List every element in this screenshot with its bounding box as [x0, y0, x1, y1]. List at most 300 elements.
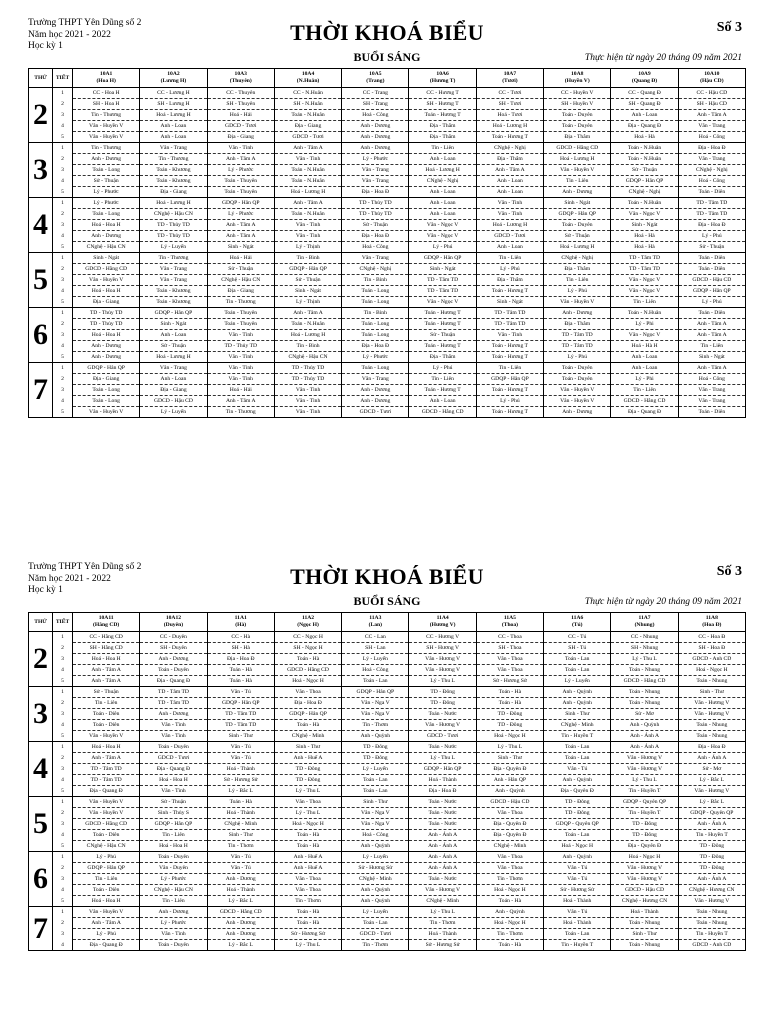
schedule-cell: TD - Tâm TD — [544, 341, 611, 352]
schedule-cell: Sinh - Ngát — [207, 242, 274, 253]
period-number: 4 — [53, 830, 73, 841]
table-row — [29, 841, 746, 852]
schedule-cell: Toán - N.Huân — [611, 143, 678, 154]
schedule-cell: Hoá - Công — [342, 665, 409, 676]
schedule-cell: Toán - Lan — [544, 665, 611, 676]
schedule-cell: Sinh - Ngát — [678, 352, 745, 363]
schedule-cell: CNghệ - Hậu CN — [73, 841, 140, 852]
schedule-cell: GDCD - Hằng CD — [409, 407, 476, 418]
schedule-cell: Hoá - Hoa H — [73, 896, 140, 907]
schedule-cell: CC - Hoa Đ — [678, 632, 745, 643]
schedule-cell: Sử - Thuận — [342, 220, 409, 231]
period-number: 5 — [53, 297, 73, 308]
table-row — [29, 99, 746, 110]
schedule-cell: Lý - Thu L — [274, 786, 341, 797]
period-number: 2 — [53, 643, 73, 654]
class-name: 10A5 — [369, 71, 382, 77]
schedule-cell: Sinh - Ngát — [476, 297, 543, 308]
period-number: 5 — [53, 352, 73, 363]
schedule-cell: Hoá - Ngọc H — [476, 918, 543, 929]
schedule-cell: Hoá - Lương H — [274, 187, 341, 198]
schedule-cell: CNghệ - Hậu CN — [73, 242, 140, 253]
schedule-cell: Anh - Loan — [140, 132, 207, 143]
schedule-cell: Văn - Huyền V — [73, 731, 140, 742]
schedule-cell: Toán - Hà — [274, 720, 341, 731]
schedule-cell: Lý - Thu L — [274, 940, 341, 951]
schedule-cell: Lý - Phi — [611, 319, 678, 330]
schedule-cell: Toán - Diên — [678, 187, 745, 198]
schedule-cell: Anh - Loan — [611, 110, 678, 121]
schedule-cell: Anh - Dương — [544, 407, 611, 418]
period-number: 3 — [53, 275, 73, 286]
schedule-cell: Toán - Long — [73, 396, 140, 407]
schedule-cell: Anh - Dương — [342, 143, 409, 154]
schedule-cell: Toán - Nhung — [678, 731, 745, 742]
schedule-cell: Sinh - Thư — [476, 753, 543, 764]
table-row — [29, 209, 746, 220]
schedule-cell: Hoá - Hoa H — [73, 654, 140, 665]
schedule-cell: Hoá - Ngọc H — [544, 841, 611, 852]
table-row — [29, 918, 746, 929]
schedule-cell: Toán - N.Huân — [611, 154, 678, 165]
schedule-cell: CNghệ - Hương CN — [678, 885, 745, 896]
schedule-cell: SH - Tú — [544, 643, 611, 654]
period-number: 2 — [53, 863, 73, 874]
schedule-cell: Địa - Thắm — [544, 264, 611, 275]
schedule-cell: Toán - Hương T — [409, 341, 476, 352]
schedule-cell: Anh - Dương — [544, 308, 611, 319]
schedule-cell: Hoá - Thành — [409, 929, 476, 940]
schedule-cell: CNghệ - Hậu CN — [140, 209, 207, 220]
timetable-sheet-1 — [28, 18, 746, 418]
schedule-cell: CC - Duyên — [140, 632, 207, 643]
schedule-cell: Anh - Loan — [409, 198, 476, 209]
period-number: 2 — [53, 319, 73, 330]
schedule-cell: CC - Ngọc H — [274, 632, 341, 643]
class-name: 10A6 — [436, 71, 449, 77]
schedule-cell: TD - Đông — [476, 720, 543, 731]
period-number: 4 — [53, 720, 73, 731]
day-label: 6 — [29, 308, 53, 363]
schedule-cell: Lý - Phước — [73, 187, 140, 198]
table-row — [29, 187, 746, 198]
table-row — [29, 863, 746, 874]
schedule-cell: Tin - Bình — [274, 253, 341, 264]
schedule-cell: Sử - Hương Sử — [544, 885, 611, 896]
schedule-cell: Văn - Hương V — [409, 665, 476, 676]
schedule-cell: Toán - Lan — [342, 918, 409, 929]
homeroom-teacher: (Huyền V) — [564, 78, 590, 84]
schedule-cell: CNghệ - Nghị — [476, 143, 543, 154]
schedule-cell: Toán - Lan — [544, 654, 611, 665]
schedule-cell: Toán - Nước — [409, 742, 476, 753]
schedule-cell: Văn - Tú — [207, 753, 274, 764]
schedule-cell: Lý - Thu L — [611, 654, 678, 665]
homeroom-teacher: (Lương H) — [160, 78, 187, 84]
schedule-cell: Văn - Tình — [207, 143, 274, 154]
schedule-cell: Văn - Hương V — [611, 764, 678, 775]
schedule-cell: Anh - Tâm A — [207, 231, 274, 242]
schedule-cell: Toán - Diên — [678, 407, 745, 418]
schedule-cell: Tin - Thương — [207, 297, 274, 308]
schedule-cell: Văn - Trang — [678, 396, 745, 407]
schedule-cell: Anh - Tâm A — [678, 319, 745, 330]
schedule-cell: TD - Đông — [274, 764, 341, 775]
schedule-cell: Toán - Hương T — [476, 132, 543, 143]
schedule-cell: GDQP - Hân QP — [207, 198, 274, 209]
schedule-cell: SH - Hoa H — [73, 99, 140, 110]
schedule-cell: Toán - Diên — [73, 720, 140, 731]
schedule-cell: TD - Tâm TD — [73, 764, 140, 775]
schedule-cell: Sử - Thuận — [544, 231, 611, 242]
schedule-cell: SH - Hằng CD — [73, 643, 140, 654]
table-row — [29, 654, 746, 665]
period-number: 1 — [53, 143, 73, 154]
schedule-cell: Tin - Thơm — [476, 874, 543, 885]
schedule-cell: Anh - Dương — [140, 709, 207, 720]
schedule-cell: Toán - N.Huân — [274, 110, 341, 121]
day-label: 3 — [29, 687, 53, 742]
schedule-cell: Sinh - Ngát — [73, 253, 140, 264]
class-name: 10A12 — [165, 615, 182, 621]
schedule-cell: Văn - Tú — [207, 687, 274, 698]
homeroom-teacher: (Ngọc H) — [297, 622, 319, 628]
homeroom-teacher: (Hương T) — [429, 78, 456, 84]
schedule-cell: Hoá - Ngọc H — [476, 731, 543, 742]
class-header — [678, 69, 745, 88]
school-name: Trường THPT Yên Dũng số 2 — [28, 18, 142, 28]
schedule-cell: Hoá - Ngọc H — [274, 676, 341, 687]
schedule-cell: Toán - Hà — [207, 665, 274, 676]
period-number: 1 — [53, 308, 73, 319]
table-row — [29, 374, 746, 385]
schedule-cell: Tin - Bình — [274, 341, 341, 352]
schedule-cell: Tin - Bình — [342, 308, 409, 319]
schedule-cell: SH - Huyền V — [544, 99, 611, 110]
table-row — [29, 121, 746, 132]
schedule-cell: GDCD - Hằng CD — [73, 819, 140, 830]
schedule-cell: Hoá - Thành — [544, 918, 611, 929]
schedule-cell: Toán - Lan — [544, 929, 611, 940]
schedule-cell: Văn - Hương V — [678, 786, 745, 797]
schedule-cell: Toán - Nhung — [611, 687, 678, 698]
schedule-cell: Toán - Hà — [207, 797, 274, 808]
period-number: 3 — [53, 819, 73, 830]
schedule-cell: Địa - Quang Đ — [140, 676, 207, 687]
schedule-cell: Toán - Lan — [342, 775, 409, 786]
schedule-cell: TD - Thủy TD — [274, 363, 341, 374]
schedule-cell: Địa - Thắm — [476, 275, 543, 286]
schedule-cell: GDQP - Hân QP — [611, 176, 678, 187]
schedule-cell: Văn - Hương V — [611, 874, 678, 885]
schedule-cell: GDQP - Hân QP — [409, 253, 476, 264]
schedule-cell: CNghệ - Hậu CN — [274, 352, 341, 363]
schedule-cell: Anh - Tâm A — [678, 330, 745, 341]
schedule-cell: Anh - Dương — [207, 918, 274, 929]
schedule-cell: Hoá - Lương H — [274, 330, 341, 341]
schedule-cell: GDQP - Quyên QP — [678, 808, 745, 819]
period-number: 5 — [53, 132, 73, 143]
schedule-cell: Văn - Ngọc V — [611, 330, 678, 341]
schedule-cell: Sử - Thuận — [73, 176, 140, 187]
schedule-cell: Văn - Huyền V — [544, 385, 611, 396]
table-row — [29, 720, 746, 731]
schedule-cell: Hoá - Công — [678, 132, 745, 143]
schedule-cell: CNghệ - Minh — [342, 874, 409, 885]
schedule-cell: Toán - N.Huân — [274, 319, 341, 330]
schedule-cell: Văn - Trang — [678, 121, 745, 132]
schedule-cell: Văn - Ngọc V — [409, 297, 476, 308]
schedule-cell: GDQP - Hân QP — [73, 363, 140, 374]
schedule-cell: CC - Tú — [544, 632, 611, 643]
schedule-cell: Anh - Tâm A — [73, 753, 140, 764]
schedule-cell: Toán - Long — [342, 297, 409, 308]
schedule-cell: Văn - Nga V — [342, 808, 409, 819]
homeroom-teacher: (Thoa) — [501, 622, 519, 628]
period-number: 1 — [53, 88, 73, 99]
table-row — [29, 407, 746, 418]
schedule-cell: Toán - Hà — [476, 896, 543, 907]
day-label: 6 — [29, 852, 53, 907]
schedule-cell: Văn - Tình — [274, 220, 341, 231]
schedule-cell: Lý - Bắc L — [678, 775, 745, 786]
schedule-cell: Toán - Duyên — [140, 940, 207, 951]
schedule-cell: Lý - Thịnh — [274, 297, 341, 308]
schedule-cell: Hoá - Ngọc H — [476, 885, 543, 896]
schedule-cell: Văn - Tú — [207, 863, 274, 874]
schedule-cell: GDCD - Hằng CD — [207, 907, 274, 918]
schedule-cell: Văn - Tình — [140, 720, 207, 731]
schedule-cell: Anh - Dương — [207, 874, 274, 885]
schedule-cell: SH - Hậu CD — [678, 99, 745, 110]
schedule-cell: Văn - Tình — [274, 396, 341, 407]
schedule-cell: Sinh - Ngát — [409, 264, 476, 275]
schedule-cell: Sử - Thuận — [274, 275, 341, 286]
schedule-cell: Tin - Thương — [73, 110, 140, 121]
schedule-cell: Văn - Tú — [544, 907, 611, 918]
schedule-cell: Văn - Ngọc V — [409, 220, 476, 231]
schedule-cell: Toán - Diên — [73, 885, 140, 896]
schedule-cell: Toán - Hương T — [476, 286, 543, 297]
schedule-cell: Địa - Quyên Đ — [476, 819, 543, 830]
schedule-cell: Văn - Tình — [476, 198, 543, 209]
schedule-cell: Toán - Thuyên — [207, 187, 274, 198]
schedule-cell: Anh - Quỳnh — [544, 698, 611, 709]
schedule-cell: Toán - Nhung — [611, 940, 678, 951]
schedule-cell: Tin - Thương — [140, 154, 207, 165]
table-row — [29, 676, 746, 687]
schedule-cell: Lý - Phước — [140, 874, 207, 885]
schedule-cell: Hoá - Hoa H — [140, 841, 207, 852]
schedule-cell: CC - Huyền V — [544, 88, 611, 99]
schedule-cell: TD - Tâm TD — [611, 264, 678, 275]
schedule-cell: Tin - Liên — [476, 253, 543, 264]
schedule-cell: Văn - Huyền V — [73, 808, 140, 819]
schedule-cell: CNghệ - Minh — [274, 731, 341, 742]
day-label: 7 — [29, 907, 53, 951]
schedule-cell: Hoá - Lương H — [140, 352, 207, 363]
schedule-cell: Lý - Phước — [207, 165, 274, 176]
schedule-cell: Toán - Hà — [476, 687, 543, 698]
schedule-cell: Toán - Duyên — [140, 742, 207, 753]
schedule-cell: Tin - Liên — [678, 341, 745, 352]
class-header — [409, 69, 476, 88]
schedule-cell: Anh - Huế A — [274, 852, 341, 863]
schedule-cell: Toán - Diên — [678, 253, 745, 264]
schedule-cell: Anh - Loan — [611, 352, 678, 363]
schedule-cell: Văn - Trang — [140, 275, 207, 286]
schedule-cell: Văn - Trang — [342, 165, 409, 176]
schedule-cell: GDCD - Hậu CD — [611, 885, 678, 896]
schedule-cell: Lý - Phước — [342, 154, 409, 165]
schedule-cell: Sinh - Ngát — [544, 198, 611, 209]
schedule-cell: Toán - Long — [73, 209, 140, 220]
schedule-cell: Văn - Tình — [476, 209, 543, 220]
day-label: 5 — [29, 253, 53, 308]
schedule-cell: Toán - Hà — [274, 918, 341, 929]
period-number: 3 — [53, 165, 73, 176]
schedule-cell: Địa - Quang Đ — [611, 407, 678, 418]
schedule-cell: Lý - Phú — [409, 363, 476, 374]
schedule-cell: Hoá - Hải — [207, 253, 274, 264]
schedule-cell: Anh - Quỳnh — [342, 896, 409, 907]
table-row — [29, 830, 746, 841]
schedule-cell: Văn - Huyền V — [544, 396, 611, 407]
schedule-cell: Hoá - Lương H — [476, 121, 543, 132]
schedule-cell: Anh - Loan — [476, 242, 543, 253]
schedule-cell: Anh - Ánh A — [409, 863, 476, 874]
schedule-cell: Địa - Thắm — [409, 121, 476, 132]
schedule-cell: Sinh - Thư — [544, 709, 611, 720]
table-row — [29, 742, 746, 753]
period-number: 5 — [53, 896, 73, 907]
schedule-cell: Anh - Huế A — [274, 863, 341, 874]
period-number: 4 — [53, 665, 73, 676]
schedule-cell: Sinh - Thư — [342, 797, 409, 808]
schedule-cell: Toán - Duyên — [140, 852, 207, 863]
schedule-cell: Văn - Nga V — [342, 709, 409, 720]
day-label: 2 — [29, 632, 53, 687]
schedule-cell: Địa - Hoa Đ — [678, 220, 745, 231]
schedule-cell: Lý - Phước — [73, 198, 140, 209]
schedule-cell: Văn - Hương V — [409, 885, 476, 896]
schedule-cell: Sử - Thuận — [140, 797, 207, 808]
schedule-cell: SH - Hương V — [409, 643, 476, 654]
schedule-cell: Lý - Phú — [544, 286, 611, 297]
schedule-cell: TD - Đông — [544, 808, 611, 819]
schedule-cell: Hoá - Hoa H — [73, 220, 140, 231]
table-row — [29, 132, 746, 143]
schedule-cell: Toán - Hương T — [409, 319, 476, 330]
schedule-cell: Địa - Giang — [140, 187, 207, 198]
schedule-cell: GDCD - Hằng CD — [611, 396, 678, 407]
schedule-cell: Anh - Tâm A — [274, 143, 341, 154]
schedule-cell: Anh - Loan — [409, 187, 476, 198]
schedule-cell: Toán - Nước — [409, 874, 476, 885]
effective-date: Thực hiện từ ngày 20 tháng 09 năm 2021 — [584, 597, 742, 607]
schedule-cell: Tin - Liên — [476, 363, 543, 374]
schedule-cell: Địa - Quang Đ — [140, 764, 207, 775]
homeroom-teacher: (Thuyên) — [229, 78, 252, 84]
period-number: 2 — [53, 209, 73, 220]
table-row — [29, 275, 746, 286]
schedule-cell: GDQP - Hân QP — [678, 286, 745, 297]
class-name: 10A11 — [98, 615, 114, 621]
class-name: 11A7 — [638, 615, 651, 621]
schedule-cell: CNghệ - Minh — [207, 819, 274, 830]
schedule-cell: Lý - Luyến — [140, 242, 207, 253]
schedule-cell: SH - N.Huân — [274, 99, 341, 110]
schedule-cell: Tin - Thơm — [274, 896, 341, 907]
schedule-cell: Lý - Phú — [73, 929, 140, 940]
period-number: 4 — [53, 940, 73, 951]
schedule-cell: Toán - Lan — [342, 676, 409, 687]
schedule-cell: Văn - Trang — [140, 363, 207, 374]
schedule-cell: Văn - Huyền V — [73, 275, 140, 286]
schedule-cell: TD - Đông — [409, 698, 476, 709]
schedule-cell: Văn - Huyền V — [73, 121, 140, 132]
class-header — [207, 613, 274, 632]
class-header — [140, 69, 207, 88]
schedule-cell: Anh - Dương — [342, 132, 409, 143]
schedule-cell: Toán - Hương T — [476, 385, 543, 396]
schedule-cell: CNghệ - Nghị — [342, 264, 409, 275]
class-header — [544, 613, 611, 632]
schedule-cell: Lý - Luyến — [544, 676, 611, 687]
schedule-cell: Văn - Thoa — [274, 885, 341, 896]
schedule-cell: Địa - Hoa Đ — [678, 143, 745, 154]
schedule-cell: Văn - Trang — [140, 143, 207, 154]
schedule-cell: SH - Duyên — [140, 643, 207, 654]
class-name: 11A8 — [705, 615, 718, 621]
schedule-cell: Anh - Dương — [207, 929, 274, 940]
schedule-cell: Địa - Giang — [73, 374, 140, 385]
schedule-cell: Tin - Huyền T — [678, 929, 745, 940]
schedule-cell: Anh - Dương — [544, 187, 611, 198]
day-label: 5 — [29, 797, 53, 852]
schedule-cell: Hoá - Hoa H — [73, 742, 140, 753]
schedule-cell: Văn - Huyền V — [544, 165, 611, 176]
schedule-cell: Tin - Liên — [544, 275, 611, 286]
schedule-cell: CNghệ - Nghị — [409, 176, 476, 187]
schedule-cell: CC - Lương H — [140, 88, 207, 99]
schedule-cell: Văn - Tình — [274, 407, 341, 418]
day-label: 3 — [29, 143, 53, 198]
schedule-cell: Tin - Thương — [73, 143, 140, 154]
schedule-cell: Văn - Tú — [544, 764, 611, 775]
period-number: 4 — [53, 176, 73, 187]
schedule-cell: Tin - Huyền T — [678, 830, 745, 841]
sheet-number: Số 3 — [716, 564, 742, 579]
class-header — [274, 69, 341, 88]
schedule-cell: Toán - Duyên — [544, 220, 611, 231]
schedule-cell: Sinh - Ngát — [274, 286, 341, 297]
schedule-cell: Toán - Long — [342, 363, 409, 374]
schedule-cell: Văn - Huyền V — [73, 797, 140, 808]
schedule-cell: Toán - Hương T — [409, 110, 476, 121]
schedule-cell: Toán - Long — [73, 165, 140, 176]
class-name: 10A2 — [167, 71, 180, 77]
homeroom-teacher: (Trang) — [366, 78, 385, 84]
schedule-cell: Văn - Thoa — [274, 797, 341, 808]
schedule-cell: Hoá - Thành — [207, 808, 274, 819]
schedule-cell: Toán - Khương — [140, 176, 207, 187]
homeroom-teacher: (Tú) — [571, 622, 583, 628]
schedule-cell: Toán - Nhung — [678, 676, 745, 687]
schedule-cell: Toán - Long — [342, 319, 409, 330]
timetable — [28, 612, 746, 951]
schedule-cell: Tin - Liên — [140, 896, 207, 907]
